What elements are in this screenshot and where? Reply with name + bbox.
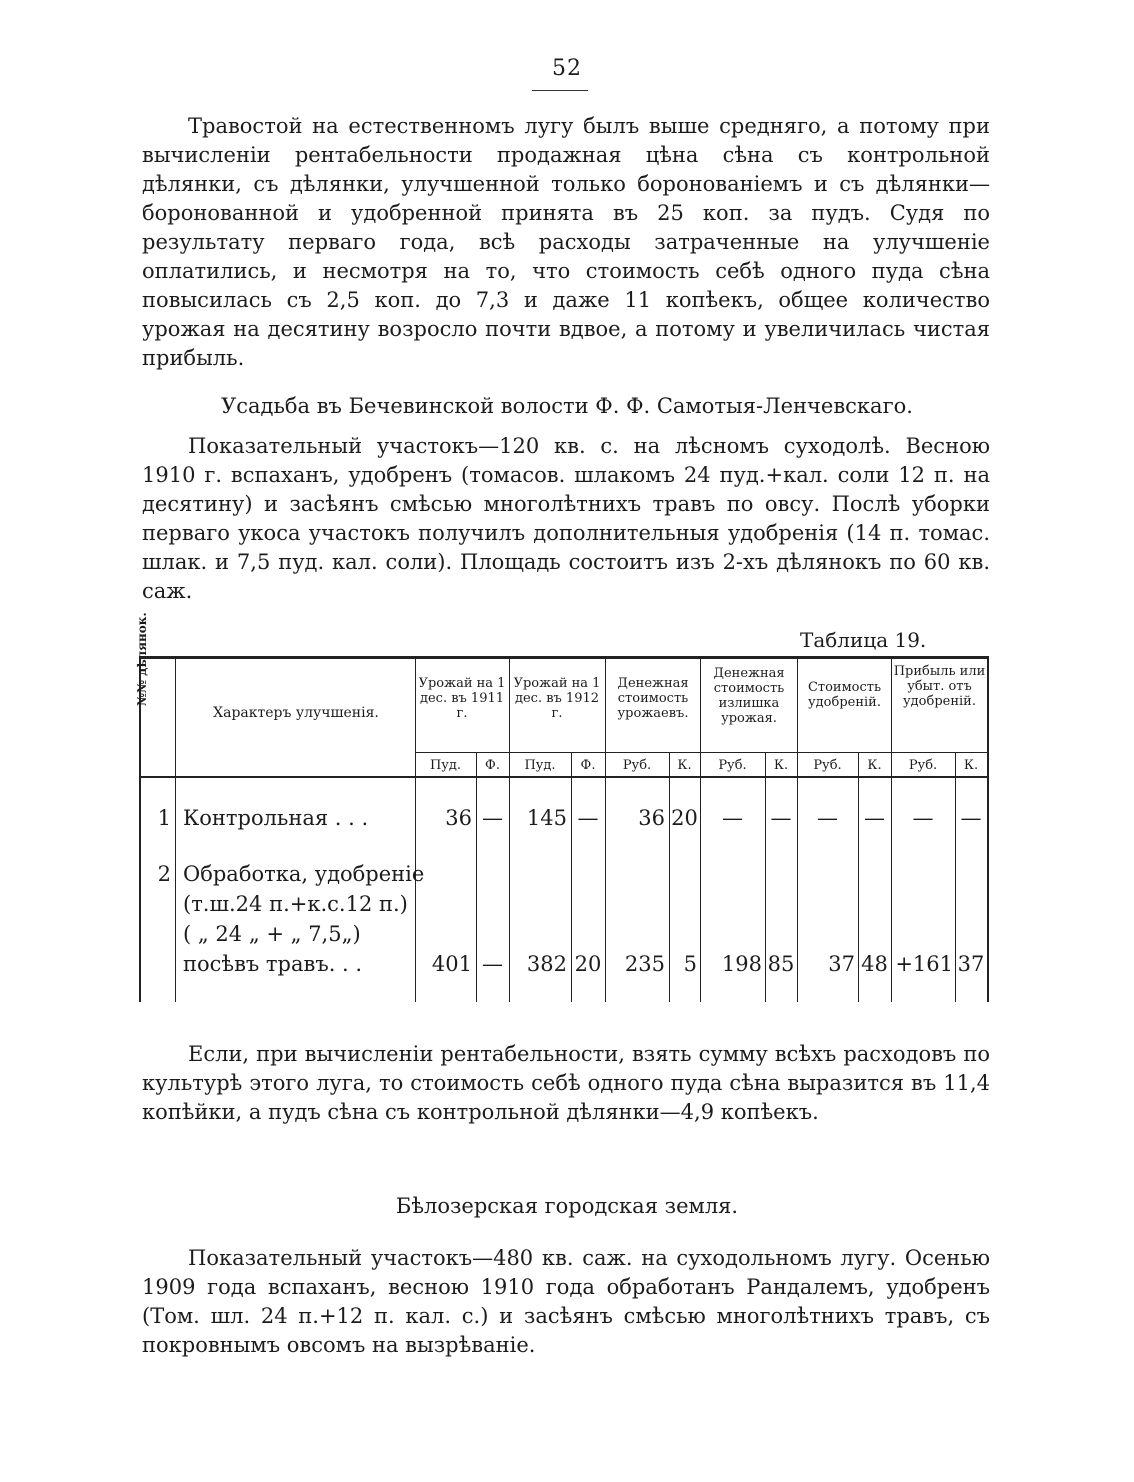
table-left-border [139, 656, 141, 1002]
table-cell: 5 [683, 952, 697, 976]
row2-name-line: (т.ш.24 п.+к.с.12 п.) [183, 892, 408, 916]
row1-name: Контрольная . . . [183, 806, 369, 830]
table-cell: — [817, 806, 838, 830]
table-cell: — [482, 806, 503, 830]
table-units-rule [139, 776, 989, 778]
table-top-rule [139, 656, 989, 659]
section-heading-2: Бѣлозерская городская земля. [395, 1194, 739, 1218]
table-cell: 401 [431, 952, 472, 976]
table-cell: 37 [828, 952, 855, 976]
table-cell: 145 [526, 806, 567, 830]
row1-number: 1 [157, 806, 171, 830]
paragraph-4-text: Показательный участокъ—480 кв. саж. на суходольномъ лугу. Осенью 1909 года вспаханъ, весною 1910 года обработанъ Рандалемъ, удобренъ (Том. шл. 24 п.+12 п. кал. с.) и засѣянъ смѣсью многолѣтнихъ травъ, съ покровнымъ овсомъ на вызрѣваніе. [142, 1246, 990, 1357]
header-yield-1911: Урожай на 1 дес. въ 1911 г. [418, 676, 506, 721]
paragraph-3 [142, 1040, 990, 1127]
unit-label: Руб. [622, 758, 652, 773]
table-cell: 20 [574, 952, 602, 976]
table-cell: 48 [861, 952, 888, 976]
table-cell: +161 [895, 952, 953, 976]
unit-label: К. [773, 758, 789, 773]
header-profit: Прибыль или убыт. отъ удобреній. [893, 664, 986, 709]
page-number-rule [532, 90, 588, 91]
unit-label: Руб. [908, 758, 938, 773]
paragraph-2 [142, 432, 990, 606]
table-cell: 20 [671, 806, 698, 830]
paragraph-2-text: Показательный участокъ—120 кв. с. на лѣсномъ суходолѣ. Весною 1910 г. вспаханъ, удобренъ (томасов. шлакомъ 24 пуд.+кал. соли 12 п. на десятину) и засѣянъ смѣсью многолѣтнихъ травъ по овсу. Послѣ уборки перваго укоса участокъ получилъ дополнительныя удобренія (14 п. томас. шлак. и 7,5 пуд. кал. соли). Площадь состоитъ изъ 2-хъ дѣлянокъ по 60 кв. саж. [142, 434, 990, 603]
unit-label: Пуд. [524, 758, 556, 773]
header-yield-1912: Урожай на 1 дес. въ 1912 г. [513, 676, 601, 721]
table-cell: — [482, 952, 503, 976]
paragraph-3-text: Если, при вычисленіи рентабельности, взять сумму всѣхъ расходовъ по культурѣ этого луга, то стоимость себѣ одного пуда сѣна выразится въ 11,4 копѣйки, а пудъ сѣна съ контрольной дѣлянки—4,9 копѣекъ. [142, 1042, 990, 1124]
unit-label: Ф. [580, 758, 596, 773]
paragraph-1-text: Травостой на естественномъ лугу былъ выше средняго, а потому при вычисленіи рентабельности продажная цѣна сѣна съ контрольной дѣлянки, съ дѣлянки, улучшенной только боронованіемъ и съ дѣлянки—боронованной и удобренной принята въ 25 коп. за пудъ. Судя по результату перваго года, всѣ расходы затраченные на улучшеніе оплатились, и несмотря на то, что стоимость себѣ одного пуда сѣна повысилась съ 2,5 коп. до 7,3 и даже 11 копѣекъ, общее количество урожая на десятину возросло почти вдвое, а потому и увеличилась чистая прибыль. [142, 114, 990, 370]
table-cell: — [770, 806, 792, 830]
unit-label: Ф. [485, 758, 500, 773]
section-heading-1: Усадьба въ Бечевинской волости Ф. Ф. Самотыя-Ленчевскаго. [221, 394, 913, 418]
row2-name-line: Обработка, удобреніе [183, 862, 425, 886]
table-cell: — [960, 806, 982, 830]
table-cell: 36 [445, 806, 472, 830]
paragraph-4 [142, 1244, 990, 1360]
page-number: 52 [552, 56, 582, 81]
unit-label: К. [963, 758, 979, 773]
table-right-border [987, 656, 989, 1002]
table-cell: — [577, 806, 599, 830]
header-money-value: Денежная стоимость урожаевъ. [617, 676, 689, 721]
unit-label: Руб. [718, 758, 747, 773]
table-caption: Таблица 19. [800, 628, 927, 652]
header-money-surplus: Денежная стоимость излишка урожая. [713, 666, 785, 726]
paragraph-1 [142, 112, 990, 373]
row2-number: 2 [157, 862, 171, 886]
unit-label: Пуд. [429, 758, 462, 773]
table-cell: — [722, 806, 743, 830]
table-cell: 235 [624, 952, 665, 976]
unit-label: К. [677, 758, 692, 773]
table-header-rule [415, 752, 989, 753]
table-cell: 198 [721, 952, 762, 976]
table-cell: 37 [957, 952, 985, 976]
table-cell: 382 [526, 952, 567, 976]
header-character: Характеръ улучшенія. [213, 705, 379, 721]
row2-name-line: посѣвъ травъ. . . [183, 952, 363, 976]
unit-label: К. [867, 758, 882, 773]
table-cell: — [864, 806, 885, 830]
row2-name-line: ( „ 24 „ + „ 7,5„) [183, 922, 361, 946]
unit-label: Руб. [813, 758, 842, 773]
header-plot-number: №№ дѣлянок. [135, 612, 149, 706]
table-cell: — [912, 806, 934, 830]
header-fert-cost: Стоимость удобреній. [807, 680, 882, 710]
table-col-divider [175, 656, 176, 1002]
table-cell: 36 [638, 806, 665, 830]
table-cell: 85 [767, 952, 795, 976]
